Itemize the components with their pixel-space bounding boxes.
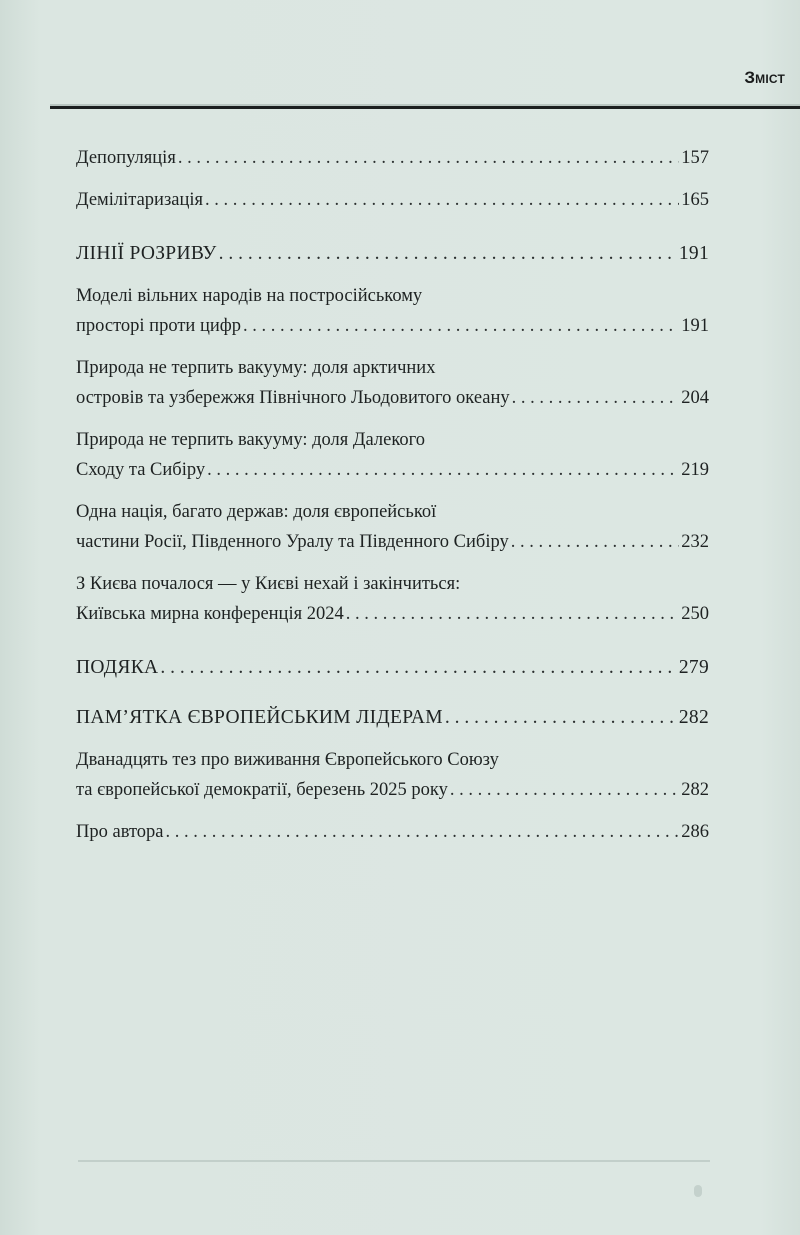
dot-leader [346,599,680,629]
toc-entry-page: 279 [678,657,709,678]
toc-entry-title-line-1: Природа не терпить вакууму: доля арктичних [76,358,436,378]
toc-entry-title: Депопуляція [76,148,176,168]
toc-entry-page: 191 [678,243,709,264]
toc-entry-title-line-2: просторі проти цифр [76,316,241,336]
dot-leader [178,143,679,173]
toc-entry-far-east-siberia[interactable] [76,425,709,485]
toc-entry-twelve-theses[interactable] [76,745,709,805]
toc-part-acknowledgements[interactable] [76,653,709,683]
dot-leader [166,817,680,847]
toc-entry-title-line-2: Київська мирна конференція 2024 [76,604,344,624]
toc-entry-title-line-2: та європейської демократії, березень 2025 року [76,780,448,800]
toc-part-title: ПОДЯКА [76,657,159,678]
toc-entry-page: 232 [681,532,709,552]
toc-entry-demilitarization[interactable] [76,185,709,215]
dot-leader [512,383,680,413]
header-rule [50,106,800,109]
toc-entry-page: 157 [681,148,709,168]
dot-leader [450,775,679,805]
dot-leader [207,455,679,485]
toc-entry-title-line-1: Дванадцять тез про виживання Європейського Союзу [76,750,499,770]
dot-leader [445,703,677,733]
toc-entry-page: 165 [681,190,709,210]
table-of-contents [76,143,709,847]
toc-entry-page: 282 [681,780,709,800]
toc-entry-title-line-2: островів та узбережжя Північного Льодовитого океану [76,388,510,408]
dot-leader [511,527,680,557]
toc-entry-title-line-1: Природа не терпить вакууму: доля Далекого [76,430,426,450]
toc-part-memo-european-leaders[interactable] [76,703,709,733]
toc-entry-kyiv-peace-conference[interactable] [76,569,709,629]
dot-leader [160,653,676,683]
toc-part-title: ПАМ’ЯТКА ЄВРОПЕЙСЬКИМ ЛІДЕРАМ [76,707,443,728]
toc-entry-page: 282 [678,707,709,728]
toc-part-title: ЛІНІЇ РОЗРИВУ [76,243,217,264]
dot-leader [205,185,679,215]
bleed-through-rule [78,1160,710,1162]
toc-entry-about-author[interactable] [76,817,709,847]
bleed-through-folio [694,1185,702,1197]
toc-entry-title-line-2: частини Росії, Південного Уралу та Південного Сибіру [76,532,509,552]
toc-entry-depopulation[interactable] [76,143,709,173]
toc-entry-page: 286 [681,822,709,842]
toc-entry-title-line-1: Одна нація, багато держав: доля європейської [76,502,437,522]
toc-entry-title-line-1: Моделі вільних народів на постросійському [76,286,423,306]
toc-entry-page: 219 [681,460,709,480]
toc-entry-one-nation-many-states[interactable] [76,497,709,557]
toc-entry-title: Демілітаризація [76,190,204,210]
toc-entry-page: 191 [681,316,709,336]
running-head: Зміст [744,68,785,87]
toc-entry-title-line-1: З Києва почалося — у Києві нехай і закінчиться: [76,574,461,594]
toc-entry-title: Про автора [76,822,164,842]
toc-part-fault-lines[interactable] [76,239,709,269]
toc-entry-title-line-2: Сходу та Сибіру [76,460,206,480]
toc-entry-page: 250 [681,604,709,624]
dot-leader [219,239,677,269]
toc-entry-models-of-free-nations[interactable] [76,281,709,341]
toc-entry-arctic-islands[interactable] [76,353,709,413]
dot-leader [243,311,679,341]
toc-entry-page: 204 [681,388,709,408]
